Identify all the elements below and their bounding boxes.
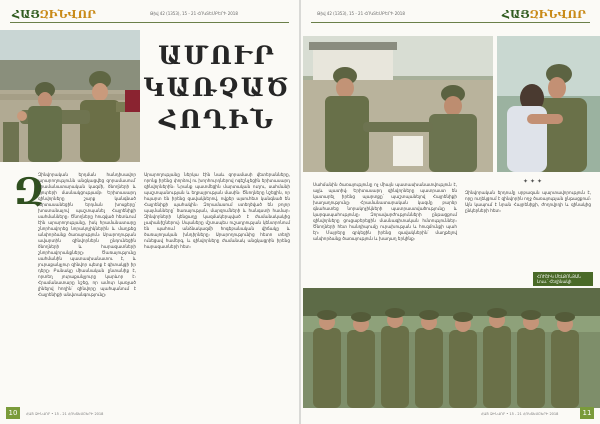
left-column-2: Արարողությանը ներկա էին նաև զորամասի վետերանները, որոնք իրենց փորձով ու խորհուրդներով ոգեշնչեցին երիտասարդ զինվորներին։ Նրանք պատմեցին մարտական ուղու, սահմանի պաշտպանության և եղբայրության մասին։ Ծնողները նշեցին, որ հպարտ են իրենց զավակներով, ովքեր այսուհետ կանգնած են Հայրենիքի պահակին։ Զորամասում ստեղծված են բոլոր պայմանները՝ ծառայության, մարզումների և հանգստի համար։ Զինվորների կենցաղը կազմակերպված է ժամանակակից չափանիշներով։ Սպաները մշտապես ուշադրության կենտրոնում են պահում անձնակազմի հոգեբանական վիճակը և ծառայողական խնդիրները։ Արարողությունից հետո տեղի ունեցավ համերգ, և զինվորները ժամանակ անցկացրին իրենց հարազատների հետ։ — [144, 172, 290, 249]
right-column-2: Զինվորական երդումը սրբազան պարտավորություն է, որը ուղեկցում է զինվորին ողջ ծառայության ընթացքում։ Այն կապում է նրան Հայրենիքի, ժողովրդի և զինակից ընկերների հետ։ — [465, 190, 591, 213]
page-number: 11 — [580, 407, 594, 419]
left-column-1: Զինվորական երդման հանդիսավոր արարողությունն անցկացվեց զորամասում՝ հրամանատարական կազմի, ծնողների և հյուրերի մասնակցությամբ։ Երիտասարդ զինվորները շարք կանգնած արտասանեցին երդման խոսքերը՝ խոստանալով պաշտպանել Հայրենիքի սահմանները։ Ծնողները հուզված հետևում էին արարողությանը, իսկ հրամանատարը շնորհավորեց նորակոչիկներին և մաղթեց անփորձանք ծառայություն։ Արարողության ավարտին զինվորներն ընդունեցին ծնողների և հարազատների շնորհավորանքները։ Ծառայությունը սահմանին պատասխանատու է, և յուրաքանչյուր զինվոր պետք է գիտակցի իր դերը։ Բանակը միասնական ընտանիք է, որտեղ յուրաքանչյուրը կարևոր է։ Հրամանատարը նշեց, որ ամուր կառչած լինելով հողին՝ զինվորը պահպանում է Հայրենիքի անվտանգությունը։ — [38, 172, 136, 297]
magazine-logo: ՀԱՅԶԻՆՎՈՐ — [12, 8, 97, 21]
oath-photo — [0, 30, 140, 162]
magazine-logo: ՀԱՅԶԻՆՎՈՐ — [501, 8, 586, 21]
group-photo — [303, 288, 600, 408]
author-credit-text: ՀՈՒՇԻԿ ՄԵԼՔՈՆՅԱՆ Լուս.՝ Հեղինակի — [537, 274, 581, 284]
page-footer: ՀԱՅ ԶԻՆՎՈՐ • 15 - 21 ՀՈԿՏԵՄԲԵՐԻ 2018 — [26, 412, 104, 416]
article-title: ԱՄՈՒՐ ԿԱՌՉԱԾ ՀՈՂԻՆ — [143, 41, 291, 134]
drop-cap: Զ — [14, 171, 44, 213]
author-credit — [533, 272, 593, 286]
section-stars: ✦✦✦ — [523, 178, 545, 185]
page-footer: ՀԱՅ ԶԻՆՎՈՐ • 15 - 21 ՀՈԿՏԵՄԲԵՐԻ 2018 — [481, 412, 559, 416]
issue-info: Թիվ 42 (1353), 15 - 21 ՀՈԿՏԵՄԲԵՐԻ 2018 — [317, 11, 405, 16]
header-rule — [311, 22, 590, 23]
hug-photo — [497, 36, 600, 172]
right-page — [301, 0, 600, 424]
right-column-1: Սահմանին ծառայությունը ոչ միայն պատասխանատվություն է, այլև պատիվ։ Երիտասարդ զինվորները պատրաստ են կատարել իրենց պարտքը՝ պաշտպանելով Հայրենիքի խաղաղությունը։ Հրամանատարական կազմը բարձր գնահատեց նորակոչիկների պատրաստվածությունը և կարգապահությունը։ Զորավարժությունների ընթացքում զինվորները ցուցաբերեցին մասնագիտական հմտություններ։ Ծնողների հետ հանդիպումը ուրախության և հուզմունքի պահ էր։ Մայրերը գրկեցին իրենց զավակներին՝ մաղթելով անփորձանք ծառայություն և խաղաղ երկինք։ — [313, 182, 457, 241]
handshake-photo — [303, 36, 493, 172]
issue-info: Թիվ 42 (1353), 15 - 21 ՀՈԿՏԵՄԲԵՐԻ 2018 — [150, 11, 238, 16]
header-rule — [10, 22, 289, 23]
left-page — [0, 0, 299, 424]
page-number: 10 — [6, 407, 20, 419]
